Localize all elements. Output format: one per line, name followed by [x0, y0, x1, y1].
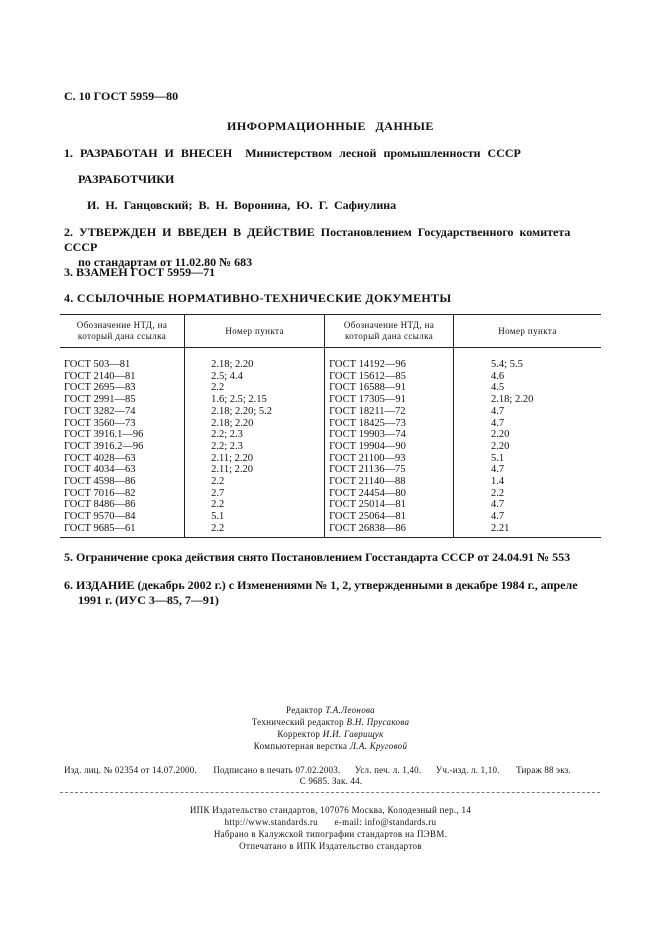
- clause-right: 4.7: [491, 417, 505, 429]
- table-row: [60, 476, 601, 488]
- item-references: 4. ССЫЛОЧНЫЕ НОРМАТИВНО-ТЕХНИЧЕСКИЕ ДОКУМЕНТЫ: [64, 291, 452, 305]
- print-sheets: Усл. печ. л. 1,40.: [354, 765, 422, 775]
- item-validity: 5. Ограничение срока действия снято Постановлением Госстандарта СССР от 24.04.91 № 553: [64, 550, 571, 564]
- clause-right: 2.20: [491, 429, 510, 441]
- item-developed-text: Министерством лесной промышленности СССР: [245, 146, 521, 160]
- printed-note: Отпечатано в ИПК Издательство стандартов: [239, 841, 422, 851]
- clause-right: 5.1: [491, 452, 505, 464]
- clause-left: 2.11; 2.20: [185, 453, 325, 465]
- ref-doc-right: ГОСТ 25014—81: [325, 499, 454, 511]
- clause-right: 4.5: [491, 382, 505, 394]
- clause-right: 1.4: [491, 476, 505, 488]
- credit-layout: Компьютерная верстка Л.А. Круговой: [253, 741, 408, 751]
- publisher-website[interactable]: http://www.standards.ru: [224, 817, 318, 827]
- table-row: [60, 418, 601, 430]
- clause-left: 2.2: [185, 499, 325, 511]
- table-header-row: [60, 315, 601, 348]
- signed-date: Подписано в печать 07.02.2003.: [213, 765, 341, 775]
- table-row: [60, 359, 601, 371]
- table-row: [60, 499, 601, 511]
- credit-tech-editor: Технический редактор В.Н. Прусакова: [251, 717, 410, 727]
- ref-doc-left: ГОСТ 2695—83: [60, 382, 185, 394]
- table-row: [60, 488, 601, 500]
- table-header-cell: Номер пункта: [185, 315, 325, 348]
- table-row: [60, 441, 601, 453]
- clause-right: 2.18; 2.20: [491, 394, 534, 406]
- ref-doc-right: ГОСТ 18211—72: [325, 406, 454, 418]
- clause-left: 1.6; 2.5; 2.15: [185, 394, 325, 406]
- clause-left: 2.2; 2.3: [185, 441, 325, 453]
- ref-doc-left: ГОСТ 3282—74: [60, 406, 185, 418]
- table-row: [60, 371, 601, 383]
- item-approved-lead: 2. УТВЕРЖДЕН И ВВЕДЕН В ДЕЙСТВИЕ: [64, 225, 315, 239]
- clause-right: 4.7: [491, 499, 505, 511]
- item-approved: [64, 225, 600, 270]
- item-approved-line2: по стандартам от 11.02.80 № 683: [78, 255, 253, 269]
- clause-right: 2.2: [491, 487, 505, 499]
- clause-left: 2.7: [185, 488, 325, 500]
- ref-doc-right: ГОСТ 21100—93: [325, 453, 454, 465]
- clause-left: 2.18; 2.20: [185, 418, 325, 430]
- table-row: [60, 511, 601, 523]
- item-developed: [64, 146, 600, 161]
- table-header-cell: Номер пункта: [454, 315, 601, 348]
- ref-doc-left: ГОСТ 2140—81: [60, 371, 185, 383]
- license-info: Изд. лиц. № 02354 от 14.07.2000.: [64, 765, 197, 775]
- item-edition-line2: 1991 г. (ИУС 3—85, 7—91): [78, 593, 219, 607]
- ref-doc-left: ГОСТ 4598—86: [60, 476, 185, 488]
- ref-doc-right: ГОСТ 21140—88: [325, 476, 454, 488]
- clause-left: 5.1: [185, 511, 325, 523]
- pub-sheets: Уч.-изд. л. 1,10.: [435, 765, 500, 775]
- ref-doc-left: ГОСТ 2991—85: [60, 394, 185, 406]
- ref-doc-right: ГОСТ 19903—74: [325, 429, 454, 441]
- page-header: С. 10 ГОСТ 5959—80: [64, 89, 179, 103]
- table-row: [60, 394, 601, 406]
- ref-doc-left: ГОСТ 3916.1—96: [60, 429, 185, 441]
- clause-right: 4.6: [491, 370, 505, 382]
- clause-right: 4.7: [491, 511, 505, 523]
- table-row: [60, 453, 601, 465]
- clause-left: 2.2: [185, 523, 325, 537]
- table-header-cell: Обозначение НТД, на который дана ссылка: [325, 315, 454, 348]
- circulation: Тираж 88 экз.: [516, 765, 571, 775]
- ref-doc-left: ГОСТ 3916.2—96: [60, 441, 185, 453]
- section-title: ИНФОРМАЦИОННЫЕ ДАННЫЕ: [227, 119, 434, 133]
- ref-doc-left: ГОСТ 3560—73: [60, 418, 185, 430]
- credit-editor: Редактор Т.А.Леонова: [286, 705, 375, 715]
- divider-line: [60, 792, 600, 793]
- clause-left: 2.11; 2.20: [185, 464, 325, 476]
- table-header-cell: Обозначение НТД, на который дана ссылка: [60, 315, 185, 348]
- ref-doc-left: ГОСТ 9570—84: [60, 511, 185, 523]
- clause-left: 2.18; 2.20: [185, 359, 325, 371]
- ref-doc-left: ГОСТ 4028—63: [60, 453, 185, 465]
- developers-label: РАЗРАБОТЧИКИ: [78, 172, 175, 186]
- table-row: [60, 464, 601, 476]
- clause-left: 2.2; 2.3: [185, 429, 325, 441]
- table-row: [60, 382, 601, 394]
- clause-right: 2.21: [454, 523, 601, 537]
- item-edition: [64, 578, 600, 608]
- ref-doc-right: ГОСТ 14192—96: [325, 359, 454, 371]
- clause-left: 2.5; 4.4: [185, 371, 325, 383]
- typeset-note: Набрано в Калужской типографии стандартов на ПЭВМ.: [213, 829, 448, 839]
- credits-block: [0, 704, 661, 752]
- credit-proofreader: Корректор И.И. Гаврищук: [277, 729, 384, 739]
- table-row: [60, 523, 601, 537]
- ref-doc-left: ГОСТ 7016—82: [60, 488, 185, 500]
- order-number: С 9685. Зак. 44.: [299, 776, 363, 786]
- ref-doc-left: ГОСТ 503—81: [60, 359, 185, 371]
- publisher-address: ИПК Издательство стандартов, 107076 Москва, Колодезный пер., 14: [189, 805, 472, 815]
- ref-doc-left: ГОСТ 9685—61: [60, 523, 185, 537]
- table-row: [60, 406, 601, 418]
- item-approved-text: Постановлением Государственного комитета СССР: [64, 225, 571, 254]
- clause-left: 2.18; 2.20; 5.2: [185, 406, 325, 418]
- table-body: [60, 348, 601, 538]
- ref-doc-right: ГОСТ 18425—73: [325, 418, 454, 430]
- ref-doc-left: ГОСТ 8486—86: [60, 499, 185, 511]
- ref-doc-right: ГОСТ 15612—85: [325, 371, 454, 383]
- ref-doc-right: ГОСТ 21136—75: [325, 464, 454, 476]
- clause-left: 2.2: [185, 382, 325, 394]
- ref-doc-right: ГОСТ 25064—81: [325, 511, 454, 523]
- publisher-block: [0, 804, 661, 852]
- publisher-email[interactable]: e-mail: info@standards.ru: [334, 817, 437, 827]
- ref-doc-right: ГОСТ 26838—86: [325, 523, 454, 537]
- clause-right: 4.7: [491, 464, 505, 476]
- clause-right: 5.4; 5.5: [491, 359, 523, 370]
- developers-names: И. Н. Ганцовский; В. Н. Воронина, Ю. Г. Сафиулина: [87, 198, 397, 212]
- clause-left: 2.2: [185, 476, 325, 488]
- ref-doc-right: ГОСТ 17305—91: [325, 394, 454, 406]
- table-row: [60, 429, 601, 441]
- item-edition-line1: 6. ИЗДАНИЕ (декабрь 2002 г.) с Изменениями № 1, 2, утвержденными в декабре 1984 г., апреле: [64, 578, 578, 592]
- ref-doc-right: ГОСТ 24454—80: [325, 488, 454, 500]
- publisher-contacts: [0, 816, 661, 828]
- ref-doc-right: ГОСТ 19904—90: [325, 441, 454, 453]
- ref-doc-right: ГОСТ 16588—91: [325, 382, 454, 394]
- item-replaces: 3. ВЗАМЕН ГОСТ 5959—71: [64, 265, 216, 279]
- clause-right: 2.20: [491, 440, 510, 452]
- item-developed-lead: 1. РАЗРАБОТАН И ВНЕСЕН: [64, 146, 233, 160]
- references-table: [60, 314, 601, 538]
- ref-doc-left: ГОСТ 4034—63: [60, 464, 185, 476]
- clause-right: 4.7: [491, 405, 505, 417]
